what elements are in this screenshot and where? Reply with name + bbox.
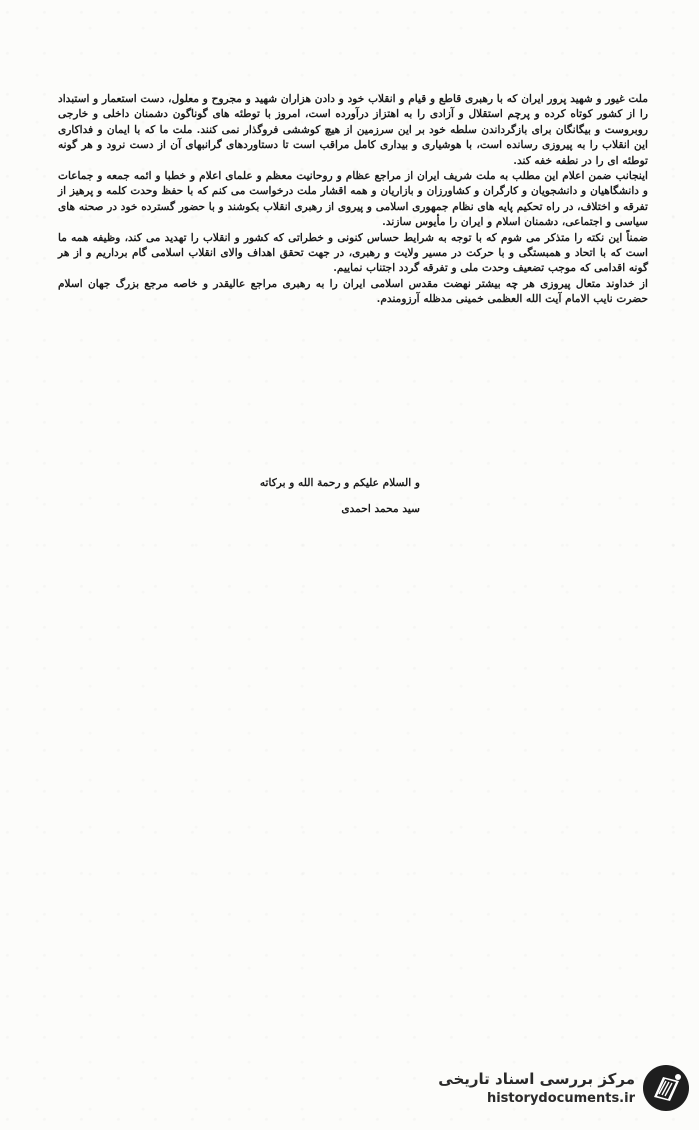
footer-text <box>438 1068 635 1108</box>
letter-body <box>58 92 648 308</box>
signature-line: سید محمد احمدی <box>341 503 420 515</box>
org-name: مرکز بررسی اسناد تاریخی <box>438 1070 635 1088</box>
document-scroll-icon <box>641 1063 691 1113</box>
website-link[interactable]: historydocuments.ir <box>486 1091 635 1106</box>
paragraph-4: از خداوند متعال پیروزی هر چه بیشتر نهضت مقدس اسلامی ایران را به رهبری مراجع عالیقدر و خاصه مرجع بزرگ جهان اسلام حضرت نایب الامام آیت الله العظمی خمینی مدظله آرزومندم. <box>58 277 648 306</box>
footer-watermark <box>438 1060 691 1116</box>
paragraph-2: اینجانب ضمن اعلام این مطلب به ملت شریف ایران از مراجع عظام و روحانیت معظم و علمای اعلام و خطبا و ائمه جمعه و جماعات و دانشگاهیان و دانشجویان و کارگران و کشاورزان و بازاریان و همه اقشار ملت درخواست می کنم که با حفظ وحدت کلمه و پرهیز از تفرقه و اختلاف، در راه تحکیم پایه های نظام جمهوری اسلامی و پیروی از رهبری انقلاب بکوشند و با حضور گسترده خود در صحنه های سیاسی و اجتماعی، دشمنان اسلام و ایران را مأیوس سازند. <box>58 170 648 229</box>
closing-line: و السلام علیکم و رحمة الله و برکاته <box>259 477 420 489</box>
closing-block <box>160 470 420 522</box>
paragraph-1: ملت غیور و شهید پرور ایران که با رهبری قاطع و قیام و انقلاب خود و دادن هزاران شهید و مجروح و معلول، دست استعمار و استبداد را از کشور کوتاه کرده و پرچم استقلال و آزادی را به اهتزاز درآورده است، امروز با توطئه های گوناگون دشمنان داخلی و خارجی روبروست و بیگانگان برای بازگرداندن سلطه خود بر این سرزمین از هیچ کوششی فروگذار نمی کنند. ملت ما که با ایمان و فداکاری این انقلاب را به پیروزی رسانده است، با هوشیاری و بیداری کامل مراقب است تا دستاوردهای گرانبهای آن از دست نرود و هر گونه توطئه ای را در نطفه خفه کند. <box>58 93 648 167</box>
paragraph-3: ضمناً این نکته را متذکر می شوم که با توجه به شرایط حساس کنونی و خطراتی که کشور و انقلاب را تهدید می کند، وظیفه همه ما است که با اتحاد و همبستگی و با حرکت در مسیر ولایت و رهبری، در جهت تحقق اهداف والای انقلاب اسلامی گام برداریم و از هر گونه اقدامی که موجب تضعیف وحدت ملی و تفرقه گردد اجتناب نماییم. <box>58 231 648 275</box>
